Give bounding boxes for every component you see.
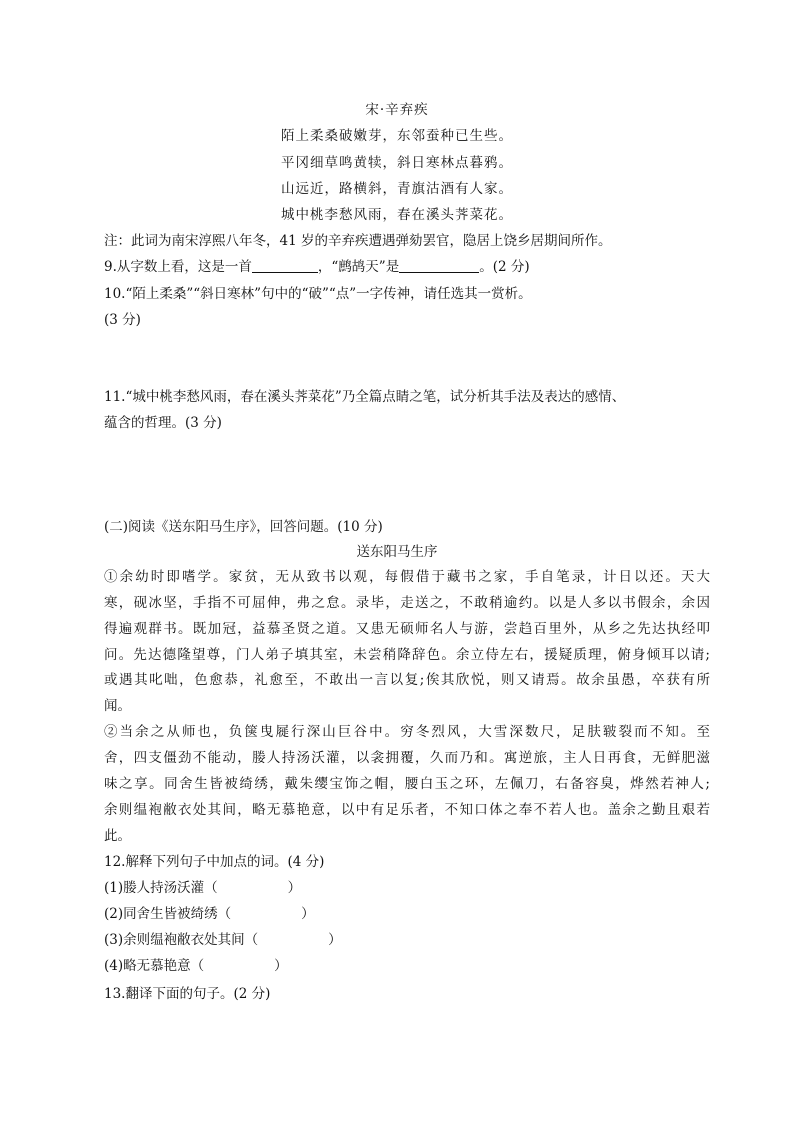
passage-line: 寒，砚冰坚，手指不可屈伸，弗之怠。录毕，走送之，不敢稍逾约。以是人多以书假余，余因 bbox=[104, 595, 710, 611]
question-12-item: (2)同舍生皆被绮绣（ ） bbox=[104, 906, 315, 922]
passage-line: 舍，四支僵劲不能动，媵人持汤沃灌，以衾拥覆，久而乃和。寓逆旅，主人日再食，无鲜肥滋 bbox=[104, 750, 710, 766]
passage-line: 问。先达德隆望尊，门人弟子填其室，未尝稍降辞色。余立侍左右，援疑质理，俯身倾耳以请; bbox=[104, 647, 710, 663]
question-9-text-b: ，“鹧鸪天”是 bbox=[317, 259, 400, 275]
question-10: 10.“陌上柔桑”“斜日寒林”句中的“破”“点”一字传神，请任选其一赏析。 bbox=[104, 286, 532, 302]
passage-line: 余则缊袍敝衣处其间，略无慕艳意，以中有足乐者，不知口体之奉不若人也。盖余之勤且艰若 bbox=[104, 802, 710, 818]
question-10-score: (3 分) bbox=[104, 312, 141, 328]
poem-line: 城中桃李愁风雨，春在溪头荠菜花。 bbox=[281, 207, 513, 223]
poem-line: 平冈细草鸣黄犊，斜日寒林点暮鸦。 bbox=[281, 155, 513, 171]
question-12: 12.解释下列句子中加点的词。(4 分) bbox=[104, 854, 325, 870]
passage-title: 送东阳马生序 bbox=[356, 544, 438, 560]
passage-line: ①余幼时即嗜学。家贫，无从致书以观，每假借于藏书之家，手自笔录，计日以还。天大 bbox=[104, 569, 710, 585]
passage-line: 得遍观群书。既加冠，益慕圣贤之道。又患无硕师名人与游，尝趋百里外，从乡之先达执经叩 bbox=[104, 621, 710, 637]
question-11-cont: 蕴含的哲理。(3 分) bbox=[104, 415, 222, 431]
question-13: 13.翻译下面的句子。(2 分) bbox=[104, 986, 271, 1002]
passage-line: 或遇其叱咄，色愈恭，礼愈至，不敢出一言以复;俟其欣悦，则又请焉。故余虽愚，卒获有所 bbox=[104, 672, 710, 688]
passage-line: 味之享。同舍生皆被绮绣，戴朱缨宝饰之帽，腰白玉之环，左佩刀，右备容臭，烨然若神人; bbox=[104, 776, 710, 792]
section-heading: (二)阅读《送东阳马生序》，回答问题。(10 分) bbox=[104, 519, 383, 535]
question-12-item: (1)媵人持汤沃灌（ ） bbox=[104, 880, 302, 896]
question-9-text-a: 9.从字数上看，这是一首 bbox=[104, 259, 252, 275]
question-9 bbox=[104, 257, 530, 277]
question-12-item: (4)略无慕艳意（ ） bbox=[104, 958, 288, 974]
answer-blank[interactable] bbox=[399, 258, 479, 273]
passage-line: ②当余之从师也，负箧曳屣行深山巨谷中。穷冬烈风，大雪深数尺，足肤皲裂而不知。至 bbox=[104, 724, 710, 740]
question-11: 11.“城中桃李愁风雨，春在溪头荠菜花”乃全篇点睛之笔，试分析其手法及表达的感情、 bbox=[104, 389, 626, 405]
poem-line: 山远近，路横斜，青旗沽酒有人家。 bbox=[281, 181, 513, 197]
passage-line: 此。 bbox=[104, 828, 131, 844]
question-12-item: (3)余则缊袍敝衣处其间（ ） bbox=[104, 932, 342, 948]
question-9-text-c: 。(2 分) bbox=[479, 259, 530, 275]
poem-note: 注：此词为南宋淳熙八年冬，41 岁的辛弃疾遭遇弹劾罢官，隐居上饶乡居期间所作。 bbox=[104, 233, 612, 249]
poem-author: 宋·辛弃疾 bbox=[365, 102, 429, 118]
passage-line: 闻。 bbox=[104, 698, 131, 714]
poem-line: 陌上柔桑破嫩芽，东邻蚕种已生些。 bbox=[281, 128, 513, 144]
answer-blank[interactable] bbox=[252, 258, 318, 273]
